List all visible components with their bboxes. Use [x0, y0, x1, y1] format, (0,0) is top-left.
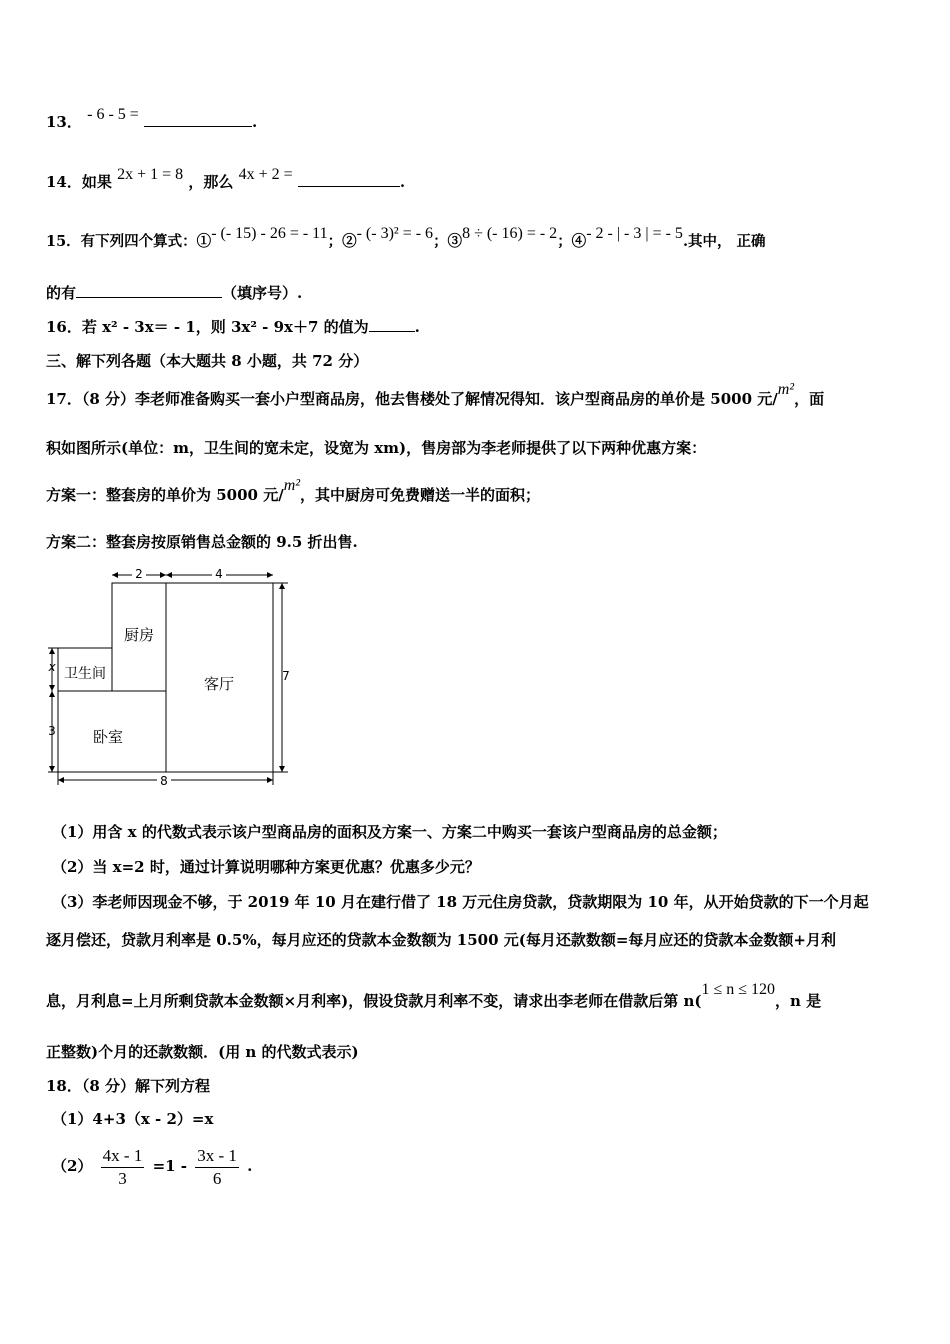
q15: 15．有下列四个算式：①- (- 15) - 26 = - 11；②- (- 3)² = - 6；③8 ÷ (- 16) = - 2；④- 2 - | - 3 | = - 5.其中， 正确 [46, 225, 766, 250]
q15-expr1: - (- 15) - 26 = - 11 [211, 225, 328, 242]
q15-line2: 的有 （填序号）. [46, 284, 303, 302]
q14-expr2: 4x + 2 = [238, 166, 293, 183]
q17-sub3-line2: 逐月偿还，贷款月利率是 0.5%，每月应还的贷款本金数额为 1500 元(每月还款数额=每月应还的贷款本金数额+月利 [46, 931, 837, 949]
q15-expr2: - (- 3)² = - 6 [356, 225, 434, 242]
q16-answer-blank[interactable] [369, 317, 415, 332]
q14: 14．如果 2x + 1 = 8 ，那么 4x + 2 = . [46, 166, 406, 191]
q16: 16．若 x² - 3x＝ - 1，则 3x² - 9x＋7 的值为 . [46, 318, 420, 336]
label-kitchen: 厨房 [123, 626, 155, 644]
dim-label-bottom: 8 [160, 774, 168, 788]
label-bedroom: 卧室 [92, 728, 124, 746]
q17-sub3-line1: （3）李老师因现金不够，于 2019 年 10 月在建行借了 18 万元住房贷款，贷款期限为 10 年，从开始贷款的下一个月起 [52, 893, 869, 911]
q17-line1: 17．（8 分）李老师准备购买一套小户型商品房，他去售楼处了解情况得知．该户型商品房的单价是 5000 元/m²，面 [46, 381, 825, 408]
section-3-heading: 三、解下列各题（本大题共 8 小题，共 72 分） [46, 352, 369, 370]
q17-sub1: （1）用含 x 的代数式表示该户型商品房的面积及方案一、方案二中购买一套该户型商品房的总金额； [52, 823, 727, 841]
q17-unit: m² [777, 381, 795, 398]
q14-answer-blank[interactable] [298, 172, 400, 187]
q18-part2: （2） $\frac{4x - 1}{3}$ =1 - $\frac{3x - 1}{6}$ . [52, 1145, 253, 1188]
q15-expr4: - 2 - | - 3 | = - 5 [586, 225, 683, 242]
q17-sub2: （2）当 x=2 时，通过计算说明哪种方案更优惠？优惠多少元？ [52, 858, 480, 876]
q18-part1: （1）4+3（x - 2）=x [52, 1110, 214, 1128]
q13: 13． - 6 - 5 = . [46, 106, 258, 131]
dim-label-right: 7 [282, 669, 290, 683]
q17-plan2: 方案二：整套房按原销售总金额的 9.5 折出售. [46, 533, 358, 551]
dim-label-top-left: 2 [135, 567, 143, 581]
label-bathroom: 卫生间 [64, 666, 106, 682]
q15-expr3: 8 ÷ (- 16) = - 2 [462, 225, 558, 242]
q14-expr1: 2x + 1 = 8 [117, 166, 184, 183]
dim-label-left-x: x [48, 660, 56, 674]
q17-sub3-line3: 息，月利息=上月所剩贷款本金数额×月利率)，假设贷款月利率不变，请求出李老师在借款后第 n(1 ≤ n ≤ 120，n 是 [46, 981, 822, 1010]
q17-n-range: 1 ≤ n ≤ 120 [701, 981, 776, 998]
q18-fraction-1: $\frac{4x - 1}{3}$ [102, 1145, 143, 1188]
floor-plan-diagram [40, 565, 300, 790]
q17-sub3-line4: 正整数)个月的还款数额．(用 n 的代数式表示) [46, 1043, 359, 1061]
q17-plan1-unit: m² [283, 477, 301, 494]
q13-expr: - 6 - 5 = [87, 106, 139, 123]
dim-label-left-3: 3 [48, 724, 56, 738]
dim-label-top-right: 4 [215, 567, 223, 581]
label-living-room: 客厅 [203, 675, 235, 693]
q18-title: 18．（8 分）解下列方程 [46, 1077, 211, 1095]
q18-fraction-2: $\frac{3x - 1}{6}$ [197, 1145, 237, 1188]
q15-answer-blank[interactable] [76, 283, 222, 298]
q13-answer-blank[interactable] [144, 112, 252, 127]
q17-line2: 积如图所示(单位：m，卫生间的宽未定，设宽为 xm)，售房部为李老师提供了以下两种优惠方案： [46, 439, 707, 457]
q17-plan1: 方案一：整套房的单价为 5000 元/m²，其中厨房可免费赠送一半的面积； [46, 477, 541, 504]
